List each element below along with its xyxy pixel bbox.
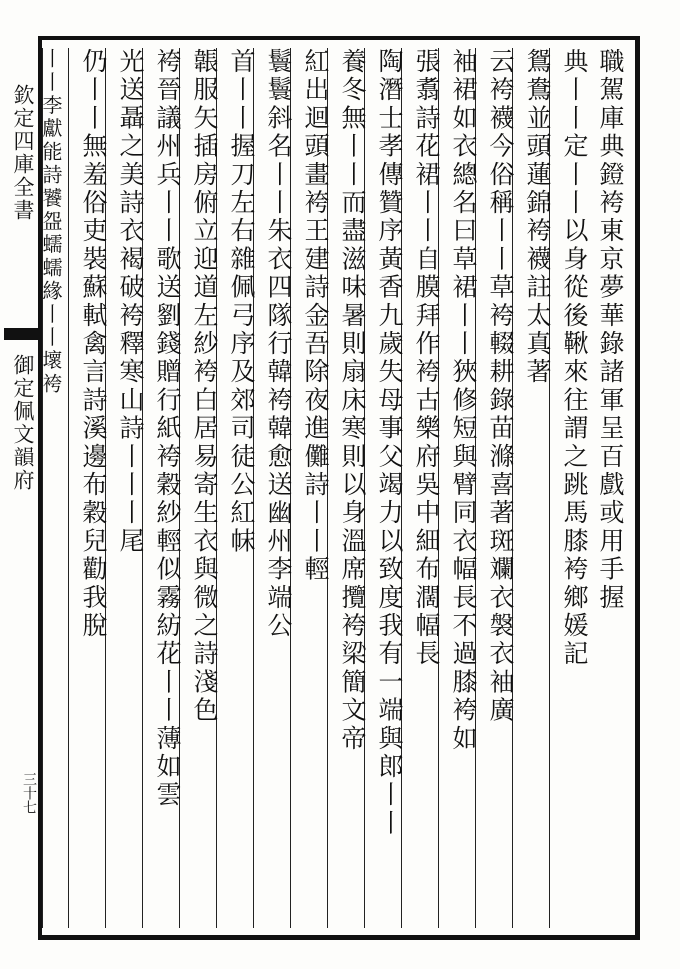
column-text: 鴛鴦並頭蓮錦袴襪註太真著 — [523, 48, 552, 387]
column-text: 典丨丨定丨丨以身從後鞦來往謂之跳馬膝袴鄉媛記 — [560, 48, 589, 669]
text-column — [39, 48, 70, 928]
column-text: 職駕庫典鐙袴東京夢華錄諸軍呈百戲或用手握 — [596, 48, 625, 612]
column-text: 首丨丨握刀左右雜佩弓序及郊司徒公紅帓 — [227, 48, 256, 556]
column-text: 袖裙如衣總名曰草裙丨丨狹修短與臂同衣幅長不過膝袴如 — [449, 48, 478, 753]
column-text: 鬟鬟斜名丨丨朱衣四隊行韓袴韓愈送幽州李端公 — [264, 48, 293, 641]
column-text: 袴晉議州兵丨丨歌送劉錢贈行紙袴穀紗輕似霧紡花丨丨薄如雲 — [153, 48, 182, 810]
book-title: 御定佩文韻府 — [11, 354, 35, 492]
text-column — [68, 48, 112, 928]
column-text: 丨丨李獻能詩饕盌蠕蠕緣丨丨壞袴 — [39, 48, 63, 396]
collection-title: 欽定四庫全書 — [11, 84, 35, 222]
column-text: 陶潛士孝傳贊序黃香九歲失母事父竭力以致度我有一端與郎丨丨 — [375, 48, 404, 838]
column-text: 仍丨丨無羞俗吏裝蘇軾禽言詩溪邊布穀兒勸我脫 — [79, 48, 108, 641]
column-text: 韔服矢插房俯立迎道左紗袴白居易寄生衣與微之詩淺色 — [190, 48, 219, 725]
column-text: 養冬無丨丨而盡滋味暑則扇床寒則以身溫席攬袴梁簡文帝 — [338, 48, 367, 753]
column-text: 光送聶之美詩衣褐破袴釋寒山詩丨丨丨尾 — [116, 48, 145, 556]
column-text: 云袴襪今俗稱丨丨草袴輟耕錄苗滌喜著斑斕衣褩衣袖廣 — [486, 48, 515, 725]
column-text: 紅出迴頭畫袴王建詩金吾除夜進儺詩丨丨輕 — [301, 48, 330, 584]
page-number: 三十七 — [21, 772, 37, 814]
column-text: 張翥詩花裙丨丨自膜拜作袴古樂府吳中細布濶幅長 — [412, 48, 441, 669]
